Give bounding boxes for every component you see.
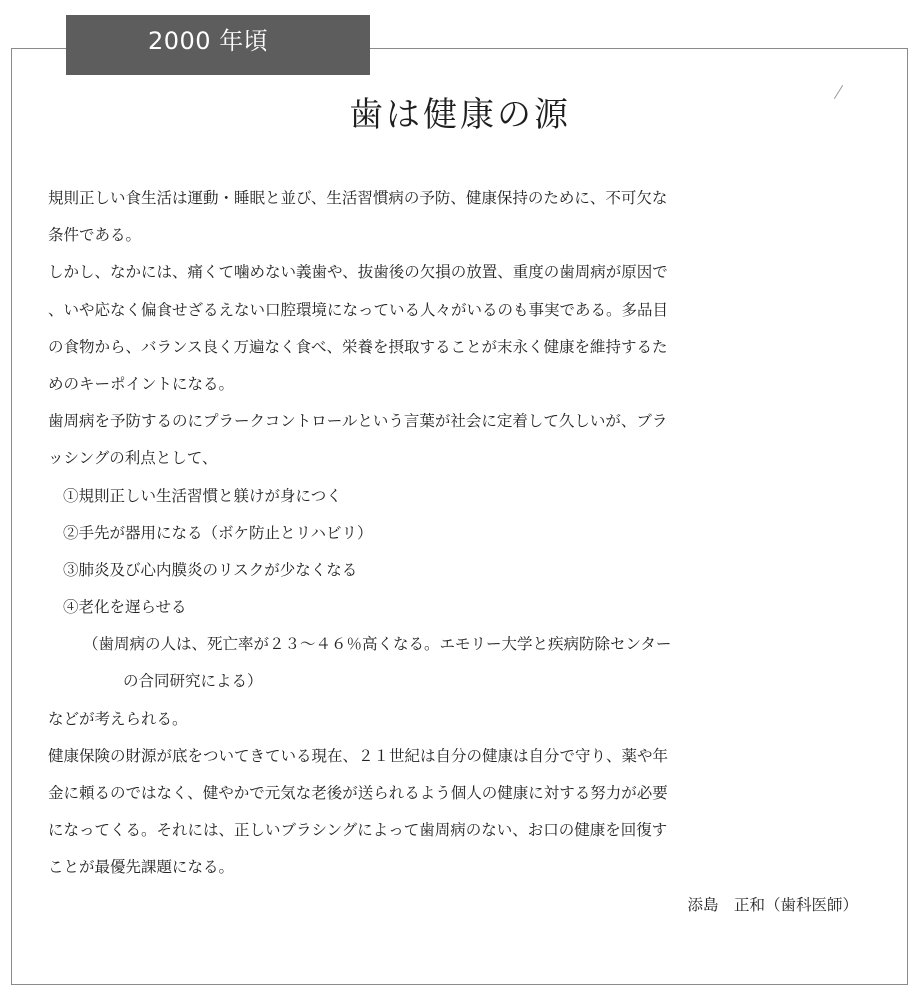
- body-line: 、いや応なく偏食せざるえない口腔環境になっている人々がいるのも事実である。多品目: [48, 300, 669, 319]
- body-line: ことが最優先課題になる。: [48, 858, 235, 877]
- body-line: 規則正しい食生活は運動・睡眠と並び、生活習慣病の予防、健康保持のために、不可欠な: [48, 189, 668, 207]
- research-note: （歯周病の人は、死亡率が２３～４６％高くなる。エモリー大学と疾病防除センター: [83, 635, 672, 654]
- body-line: 条件である。: [48, 226, 142, 245]
- benefit-item: ④老化を遅らせる: [63, 598, 187, 617]
- body-line: の食物から、バランス良く万遍なく食べ、栄養を摂取することが末永く健康を維持するた: [48, 337, 668, 356]
- benefit-item: ①規則正しい生活習慣と躾けが身につく: [63, 486, 342, 505]
- benefit-item: ③肺炎及び心内膜炎のリスクが少なくなる: [63, 560, 358, 579]
- body-line: 歯周病を予防するのにプラークコントロールという言葉が社会に定着して久しいが、ブラ: [48, 412, 668, 431]
- body-line: などが考えられる。: [48, 709, 188, 728]
- era-tag: 2000 年頃: [66, 15, 370, 75]
- body-line: ッシングの利点として、: [48, 449, 218, 468]
- benefit-item: ②手先が器用になる（ボケ防止とリハビリ）: [63, 523, 373, 542]
- body-line: になってくる。それには、正しいブラシングによって歯周病のない、お口の健康を回復す: [48, 821, 668, 840]
- research-note: の合同研究による）: [123, 672, 263, 691]
- body-line: しかし、なかには、痛くて噛めない義歯や、抜歯後の欠損の放置、重度の歯周病が原因で: [48, 263, 668, 282]
- author-signature: 添島 正和（歯科医師）: [687, 895, 858, 914]
- body-line: 健康保険の財源が底をついてきている現在、２１世紀は自分の健康は自分で守り、薬や年: [48, 746, 669, 765]
- body-line: めのキーポイントになる。: [48, 374, 235, 393]
- body-line: 金に頼るのではなく、健やかで元気な老後が送られるよう個人の健康に対する努力が必要: [48, 784, 668, 802]
- article-body: [48, 180, 868, 924]
- page-title: 歯は健康の源: [349, 95, 571, 135]
